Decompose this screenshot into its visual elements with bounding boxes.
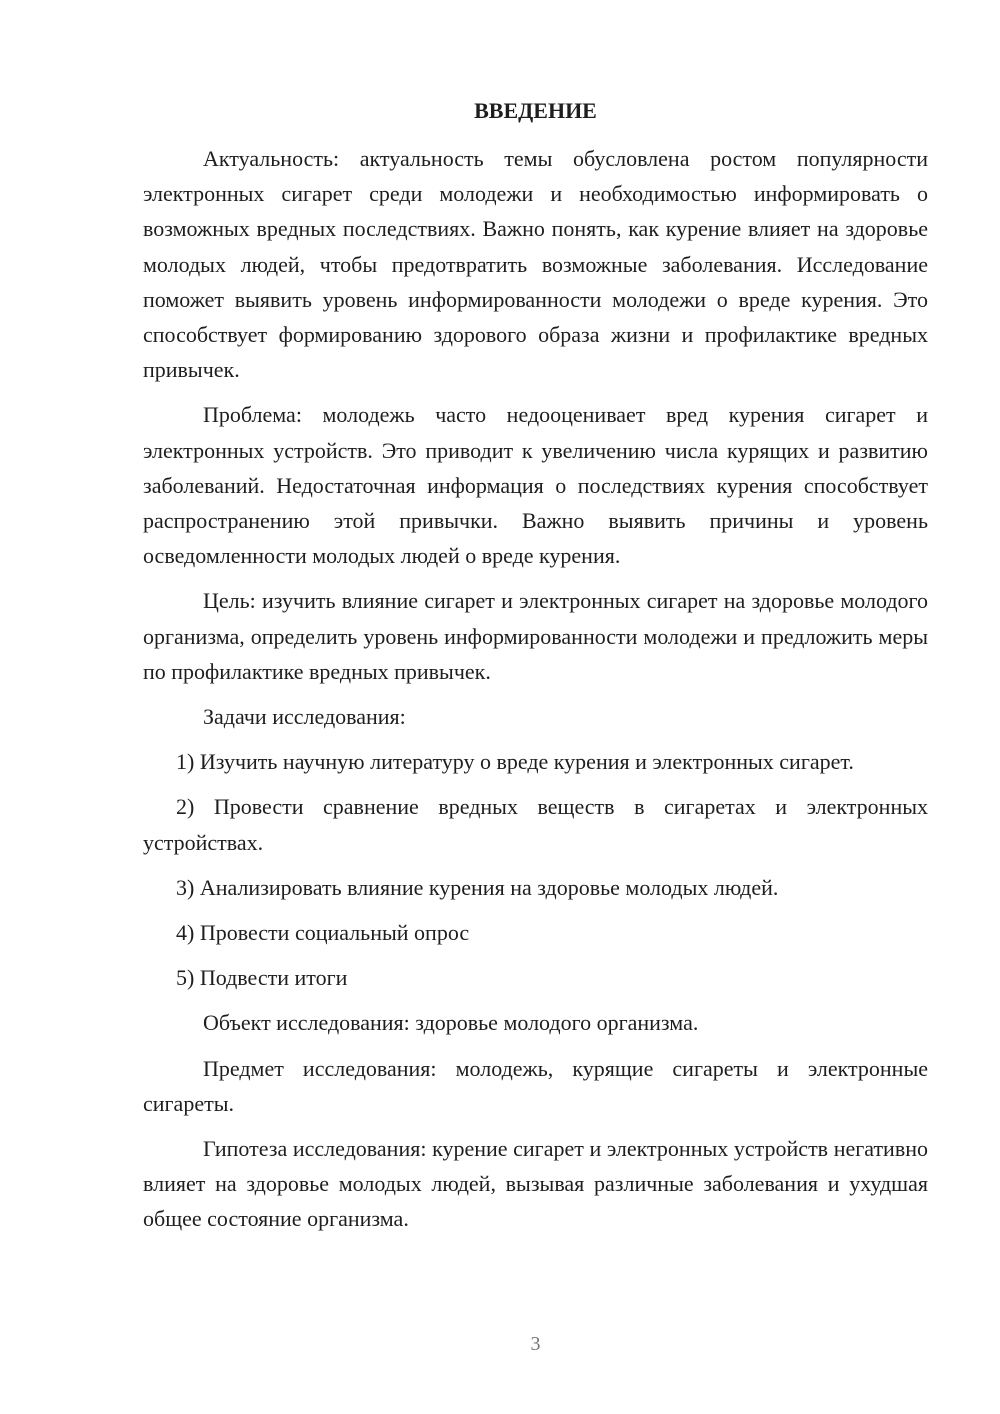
problem-paragraph: Проблема: молодежь часто недооценивает вред курения сигарет и электронных устройств. Это приводит к увеличению числа курящих и развитию заболеваний. Недостаточная информация о последствиях курения способствует распространению этой привычки. Важно выявить причины и уровень осведомленности молодых людей о вреде курения. [143,402,928,569]
document-page [143,0,928,1414]
page-number: 3 [530,1333,541,1355]
task-item-3: 3) Анализировать влияние курения на здоровье молодых людей. [176,874,779,900]
hypothesis-paragraph: Гипотеза исследования: курение сигарет и электронных устройств негативно влияет на здоровье молодых людей, вызывая различные заболевания и ухудшая общее состояние организма. [143,1136,928,1232]
task-item-5: 5) Подвести итоги [176,965,348,991]
section-heading: ВВЕДЕНИЕ [474,98,597,123]
tasks-title: Задачи исследования: [203,704,406,730]
subject-paragraph: Предмет исследования: молодежь, курящие сигареты и электронные сигареты. [143,1055,928,1116]
task-item-1: 1) Изучить научную литературу о вреде курения и электронных сигарет. [176,749,854,775]
goal-paragraph: Цель: изучить влияние сигарет и электронных сигарет на здоровье молодого организма, определить уровень информированности молодежи и предложить меры по профилактике вредных привычек. [143,588,928,684]
task-item-4: 4) Провести социальный опрос [176,920,470,946]
object-paragraph: Объект исследования: здоровье молодого организма. [203,1010,699,1036]
task-item-2: 2) Провести сравнение вредных веществ в сигаретах и электронных устройствах. [143,794,928,855]
document-body [143,141,928,1247]
relevance-paragraph: Актуальность: актуальность темы обусловлена ростом популярности электронных сигарет среди молодежи и необходимостью информировать о возможных вредных последствиях. Важно понять, как курение влияет на здоровье молодых людей, чтобы предотвратить возможные заболевания. Исследование поможет выявить уровень информированности молодежи о вреде курения. Это способствует формированию здорового образа жизни и профилактике вредных привычек. [143,146,928,383]
